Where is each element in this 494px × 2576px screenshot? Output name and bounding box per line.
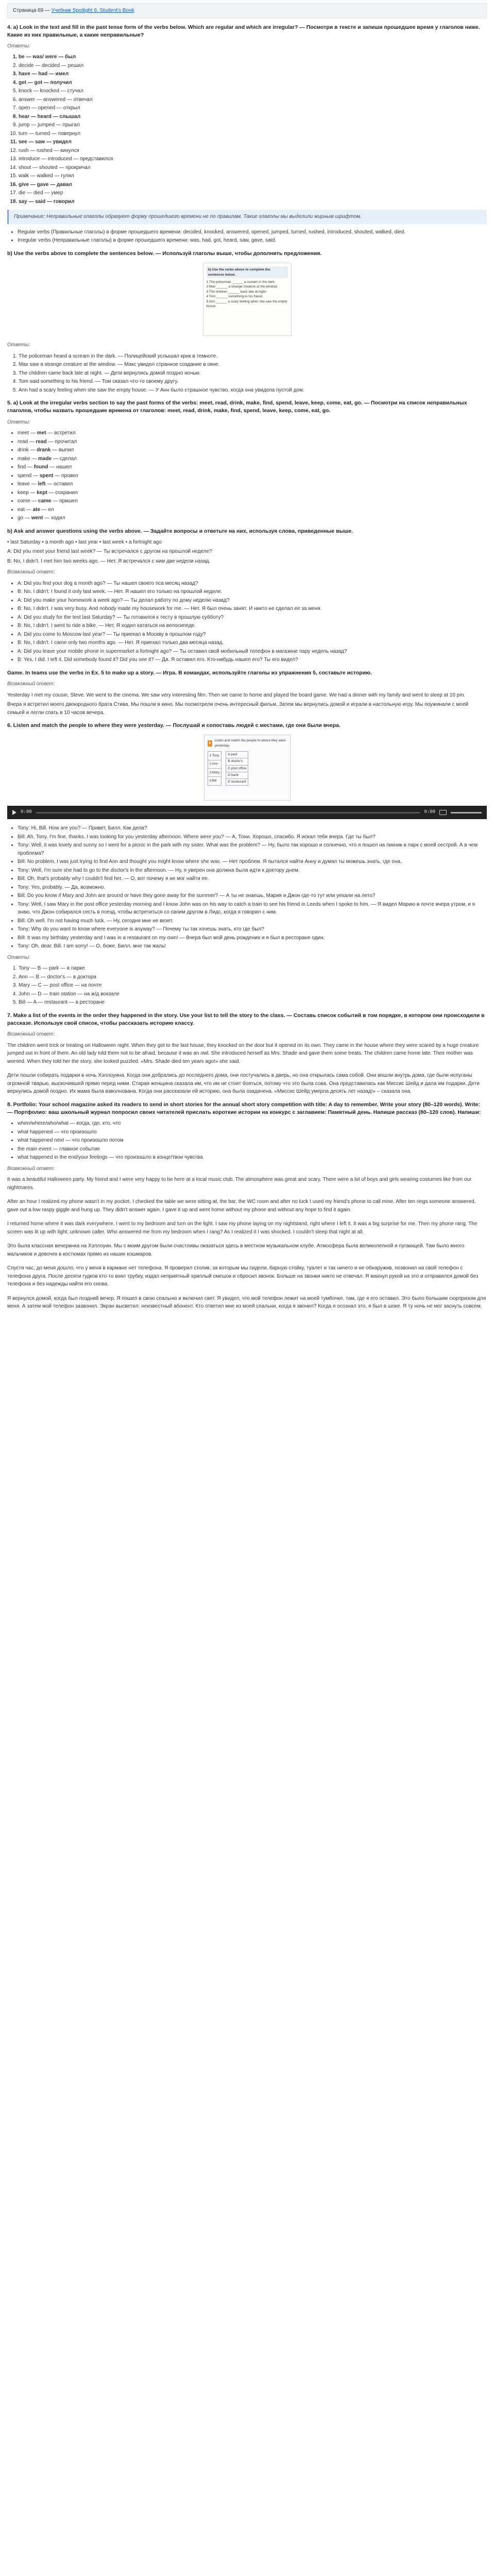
list-item: 1. Tony — B — park — в парке: [19, 964, 487, 973]
list-item: 3. Mary — C — post office — на почте: [19, 981, 487, 990]
list-item: 6. answer — answered — отвечал: [19, 96, 487, 104]
excerpt-line: 3 The children ______ back late at night.: [206, 290, 267, 294]
sentence-list: [19, 352, 487, 395]
verb-base: drink: [18, 447, 29, 453]
story-ru-paragraph: Я вернулся домой, когда был поздний вечер. Я пошел в свою спальню и включил свет. Я увидел, что мой телефон лежит на моей тумбочке, там, где я его оставил. Это было большим сюрпризом для меня. А затем мой телефон зазвонил. Экран высветил: неизвестный абонент. Кто ответил мне из моей спальни, когда я звонил? Когда я осознал это, я был в шоке. Я ту ночь не мог заснуть совсем.: [7, 1295, 486, 1310]
verb-list: [19, 53, 487, 206]
list-item: 4. Tom said something to his friend. — Том сказал что-то своему другу.: [19, 378, 487, 386]
verb-translation: выпил: [59, 447, 74, 453]
list-item: 5. knock — knocked — стучал: [19, 87, 487, 95]
task-6-title: 6. Listen and match the people to where they were yesterday. — Послушай и сопоставь людей с местами, где они были вчера.: [7, 722, 340, 729]
list-item: • spend — spent — провел: [18, 472, 487, 480]
writing-plan-list: [18, 1120, 487, 1162]
verb-past: made: [38, 455, 52, 462]
verb-past: read: [36, 438, 47, 445]
list-item: 4. John — D — train station — на ж/д вокзале: [19, 990, 487, 998]
dialog-list: [18, 580, 487, 664]
list-item: 18. say — said — говорил: [19, 198, 487, 206]
table-cell: 4 Bill: [208, 777, 222, 785]
note-box: Примечание: Неправильные глаголы образуют форму прошедшего времени не по правилам. Такие глаголы мы выделили жирным шрифтом.: [7, 210, 487, 224]
list-item: • B: No, I didn't. I came only two months ago. — Нет. Я приехал только два месяца назад.: [18, 639, 487, 647]
textbook-figure: [7, 735, 487, 801]
story-en-paragraph: After an hour I realized my phone wasn't in my pocket. I checked the table we were sitting at, the bar, the WC room and after no luck I used my friend's phone to call mine. After ten rings someone answered, gave out a low raspy giggle and hung up. They didn't answer again. I gave it up and went home without my phone and without any hope to find it again.: [7, 1199, 476, 1213]
volume-icon[interactable]: [439, 810, 447, 815]
list-item: 2. Ann — B — doctor's — в доктора: [19, 973, 487, 981]
audio-transcript: [18, 824, 487, 951]
match-answers: [19, 964, 487, 1007]
list-item: • go — went — ходил: [18, 514, 487, 522]
list-item: • Bill: It was my birthday yesterday and I was in a restaurant on my own! — Вчера был мой день рождения и я был в ресторане один.: [18, 934, 487, 942]
list-item: 1. The policeman heard a scream in the dark. — Полицейский услышал крик в темноте.: [19, 352, 487, 361]
audio-player: [7, 806, 487, 819]
answers-label: Ответы:: [7, 954, 31, 960]
list-item: 15. walk — walked — гулял: [19, 172, 487, 180]
verb-translation: ел: [48, 506, 54, 513]
task-4a-title: 4. a) Look in the text and fill in the past tense form of the verbs below. Which are regular and which are irregular? — Посмотри в тексте и запиши прошедшее время у глаголов ниже. Какие из них правильные, а какие неправильные?: [7, 24, 480, 38]
list-item: • B: Yes, I did. I left it. Did somebody found it? Did you see it? — Да. Я оставил его. Кто-нибудь нашел его? Ты его видел?: [18, 656, 487, 664]
list-item: 2. decide — decided — решил: [19, 62, 487, 70]
excerpt-line: 4 Tom ______ something to his friend.: [206, 295, 263, 299]
verb-past: found: [33, 464, 48, 470]
list-item: • what happened next — что произошло потом: [18, 1137, 487, 1145]
textbook-excerpt-6: [204, 735, 291, 801]
verb-translation: встретил: [54, 430, 76, 436]
verb-base: keep: [18, 489, 29, 496]
answers-label: Возможный ответ:: [7, 681, 55, 687]
list-item: • make — made — сделал: [18, 455, 487, 463]
list-item: • meet — met — встретил: [18, 429, 487, 437]
list-item: • Tony: Yes, probably. — Да, возможно.: [18, 884, 487, 892]
list-item: • find — found — нашел: [18, 463, 487, 471]
verb-translation: нашел: [56, 464, 72, 470]
task-8-title: 8. Portfolio: Your school magazine asked its readers to send in short stories for the annual short story competition with title: A day to remember. Write your story (80–120 words). Write: — Портфолио: ваш школьный журнал попросил своих читателей прислать короткие истории на конкурс с заглавием: Памятный день. Напиши рассказ (80–120 слов). Напиши:: [7, 1101, 481, 1115]
story-ru-paragraph: Спустя час, до меня дошло, что у меня в кармане нет телефона. Я проверил столик, за которым мы сидели, барную стойку, туалет и так ничего и не обнаружив, позвонил на свой телефон с телефона друга. После десяти гудков кто-то взял трубку, издал неприятный хриплый смешок и сбросил звонок. Больше на звонки никто не отвечал. Я махнул рукой на это и отправился домой без телефона и без надежды найти его снова.: [7, 1265, 479, 1287]
list-item: • when/where/who/what — когда, где, кто, что: [18, 1120, 487, 1128]
verb-past: left: [38, 481, 46, 487]
play-icon[interactable]: [12, 810, 16, 815]
list-item: • Bill: No problem, I was just trying to find Ann and thought you might know where she was. — Нет проблем. Я пытался найти Анну и думал ты можешь знать, где она.: [18, 858, 487, 866]
summary-list: [18, 228, 487, 245]
list-item: • what happened in the end/your feelings — что произошло в конце/твои чувства: [18, 1154, 487, 1162]
exercise-number: 6: [208, 740, 213, 747]
example-b: B: No, I didn't. I met him two weeks ago. — Нет. Я встречался с ним две недели назад.: [7, 558, 211, 564]
breadcrumb: [7, 3, 487, 19]
verb-translation: ходил: [51, 515, 65, 521]
story-en: The children went trick or treating on Halloween night. When they got to the last house, they knocked on the door but it opened on its own. They came in the house where they were scared by a huge creature jumped out in front of them. An old lady told them not to be afraid, because it was an owl. She introduced herself as Mrs. Shade and gave them some treats. The children came home late. Their mother was worried. When they told her the story, she looked puzzled. «Mrs. Shade died ten years ago!» she said.: [7, 1042, 479, 1064]
excerpt-heading: Listen and match the people to where they were yesterday.: [214, 739, 286, 748]
list-item: 11. see — saw — увидел: [19, 138, 487, 146]
list-item: • drink — drank — выпил: [18, 446, 487, 454]
list-item: 5. Ann had a scary feeling when she saw the empty house. — У Анн было страшное чувство, когда она увидела пустой дом.: [19, 386, 487, 395]
list-item: • A: Did you study for the test last Saturday? — Ты готовился к тесту в прошлую субботу?: [18, 614, 487, 622]
list-item: • B: No, I didn't. I was very busy. And nobody made my housework for me. — Нет. Я был очень занят. И никто не сделал ее за меня.: [18, 605, 487, 613]
list-item: 3. have — had — имел: [19, 70, 487, 78]
verb-translation: прочитал: [55, 438, 77, 445]
verb-base: eat: [18, 506, 25, 513]
list-item: • B: No, I didn't. I went to ride a bike. — Нет. Я ходил кататься на велосипеде.: [18, 622, 487, 630]
verb-base: meet: [18, 430, 29, 436]
list-item: • Bill: Oh, that's probably why I couldn't find her. — О, вот почему я не мог найти ее.: [18, 875, 487, 883]
list-item: 12. rush — rushed — кинулся: [19, 147, 487, 155]
answers-label: Возможный ответ:: [7, 1031, 55, 1038]
excerpt-line: 5 Ann ______ a scary feeling when she saw the empty house.: [206, 299, 287, 309]
verb-translation: сохранил: [55, 489, 78, 496]
list-item: • Tony: Oh, dear. Bill. I am sorry! — О, боже, Билл, мне так жаль!: [18, 942, 487, 951]
verb-past: kept: [37, 489, 47, 496]
irregular-verb-list: [18, 429, 487, 522]
time-expressions: • last Saturday • a month ago • last year • last week • a fortnight ago: [7, 539, 162, 545]
verb-past: met: [37, 430, 46, 436]
story-ru-paragraph: Это была классная вечеринка на Хэллоуин. Мы с моим другом были счастливы оказаться здесь в местном музыкальном клубе. Атмосфера была великолепной и пугающей. Там было много мальчиков и девочек в костюмах прямо из наших кошмаров.: [7, 1243, 465, 1257]
table-cell: B doctor's: [226, 758, 248, 765]
story-ru: Вчера я встретил моего двоюродного брата Стива. Мы пошли в кино. Мы посмотрели очень интересный фильм. Затем мы вернулись домой и играли в настольную игру. Мы поужинали с моей семьей и легли спать в 10 часов вечера.: [7, 702, 468, 716]
list-item: 2. Max saw a strange creature at the window. — Макс увидел странное создание в окне.: [19, 361, 487, 369]
answers-label: Возможный ответ:: [7, 1165, 55, 1172]
people-table: [208, 751, 222, 785]
story-en-paragraph: It was a beautiful Halloween party. My friend and I were very happy to be here at a local music club. The atmosphere was great and scary. There were a lot of boys and girls wearing costumes like from our nightmares.: [7, 1177, 472, 1191]
list-item: • read — read — прочитал: [18, 438, 487, 446]
verb-translation: пришел: [59, 498, 78, 504]
verb-base: spend: [18, 472, 32, 479]
verb-past: went: [31, 515, 43, 521]
example-a: A: Did you meet your friend last week? — Ты встречался с другом на прошлой неделе?: [7, 549, 212, 555]
table-cell: E restaurant: [226, 778, 248, 785]
list-item: 10. turn — turned — повернул: [19, 130, 487, 138]
verb-base: find: [18, 464, 26, 470]
breadcrumb-prefix: Страница 69 —: [13, 8, 50, 13]
textbook-link[interactable]: Учебник Spotlight 6. Student's Book: [51, 8, 134, 13]
verb-base: leave: [18, 481, 30, 487]
verb-past: ate: [32, 506, 40, 513]
list-item: 9. jump — jumped — прыгал: [19, 121, 487, 129]
places-table: [226, 751, 248, 785]
list-item: 14. shout — shouted — прокричал: [19, 164, 487, 172]
list-item: • Tony: Why do you want to know where everyone is anyway? — Почему ты так хочешь знать, кто где был?: [18, 925, 487, 934]
current-time: 0:00: [21, 809, 32, 815]
answers-label: Ответы:: [7, 419, 31, 425]
verb-translation: оставил: [54, 481, 73, 487]
list-item: • eat — ate — ел: [18, 506, 487, 514]
table-cell: C post office: [226, 765, 248, 772]
list-item: 1. be — was/ were — был: [19, 53, 487, 61]
table-cell: 2 Ann: [208, 760, 222, 768]
verb-base: come: [18, 498, 30, 504]
textbook-figure: [7, 263, 487, 336]
answers-label: Возможный ответ:: [7, 569, 55, 575]
textbook-excerpt-4b: [203, 263, 292, 336]
verb-base: go: [18, 515, 24, 521]
task-7-title: 7. Make a list of the events in the order they happened in the story. Use your list to tell the story to the class. — Составь список событий в том порядке, в котором они происходили в рассказе. Используя свой список, чтобы рассказать историю классу.: [7, 1012, 485, 1026]
list-item: • A: Did you find your dog a month ago? — Ты нашел своего пса месяц назад?: [18, 580, 487, 588]
list-item: • leave — left — оставил: [18, 480, 487, 488]
list-item: 5. Bill — A — restaurant — в ресторане: [19, 998, 487, 1007]
task-5a-title: 5. a) Look at the irregular verbs section to say the past forms of the verbs: meet, read, drink, make, find, spend, leave, keep, come, eat, go. — Посмотри на список неправильных глаголов, чтобы назвать прошедшие времена от глаголов: meet, read, drink, make, find, spend, leave, keep, come, eat, go.: [7, 400, 467, 414]
list-item: • come — came — пришел: [18, 497, 487, 505]
verb-past: came: [38, 498, 52, 504]
audio-progress-bar[interactable]: [36, 812, 420, 814]
list-item: • keep — kept — сохранил: [18, 489, 487, 497]
list-item: • Regular verbs (Правильные глаголы) в форме прошедшего времени: decided, knocked, answered, opened, jumped, turned, rushed, introduced, shouted, walked, died.: [18, 228, 487, 236]
answers-label: Ответы:: [7, 342, 31, 348]
list-item: • Tony: Well, it was lovely and sunny so I went for a picnic in the park with my sister. What was the problem? — Ну, было так хорошо и солнечно, что я пошел на пикник в парк с моей сестрой. А в чем проблема?: [18, 841, 487, 857]
list-item: • Tony: Well, I saw Mary in the post office yesterday morning and I know John was on his way to catch a train to see his friend in Leeds when I spoke to him. — Я видел Марию в почте вчера утром, и я знаю, что Джон собирался сесть в поезд, чтобы встретиться со своим другом в Лидс, когда я говорил с ним.: [18, 901, 487, 917]
list-item: • Bill: Oh well. I'm not having much luck. — Ну, сегодня мне не везет.: [18, 917, 487, 925]
volume-slider[interactable]: [451, 812, 482, 814]
list-item: • A: Did you leave your mobile phone in supermarket a fortnight ago? — Ты оставил свой мобильный телефон в магазине пару недель назад?: [18, 648, 487, 656]
list-item: • Tony: Hi, Bill. How are you? — Привет, Билл. Как дела?: [18, 824, 487, 833]
list-item: 17. die — died — умер: [19, 189, 487, 197]
list-item: 8. hear — heard — слышал: [19, 113, 487, 121]
task-4b-title: b) Use the verbs above to complete the sentences below. — Используй глаголы выше, чтобы дополнить предложения.: [7, 250, 322, 257]
table-cell: 3 Mary: [208, 769, 222, 777]
excerpt-line: 2 Max ______ a strange creature at the window.: [206, 285, 278, 289]
excerpt-line: 1 The policeman ______ a scream in the dark.: [206, 280, 276, 284]
list-item: 16. give — gave — давал: [19, 181, 487, 189]
task-5b-title: b) Ask and answer questions using the verbs above. — Задайте вопросы и ответьте на них, используя слова, приведенные выше.: [7, 528, 353, 534]
table-cell: D bank: [226, 772, 248, 778]
story-ru: Дети пошли собирать подарки в ночь Хэллоуина. Когда они добрались до последнего дома, они постучались в дверь, но она открылась сама собой. Они вошли внутрь дома, где были испуганы огромной тварью, выскочившей прямо перед ними. Старая женщина сказала им, что им не стоит бояться, потому что это была сова. Она представилась как Миссис Шейд и дала им подарки. Дети вернулись домой поздно. Их мама была взволнована. Когда они рассказали ей историю, она была озадачена. «Миссис Шейд умерла десять лет назад!» – сказала она.: [7, 1073, 480, 1095]
list-item: • Bill: Ah, Tony. I'm fine, thanks. I was looking for you yesterday afternoon. Where were you? — А, Тони. Хорошо, спасибо. Я искал тебя вчера. Где ты был?: [18, 833, 487, 841]
list-item: • what happened — что произошло: [18, 1128, 487, 1137]
list-item: • A: Did you come to Moscow last year? — Ты приехал в Москву в прошлом году?: [18, 631, 487, 639]
table-cell: 1 Tony: [208, 752, 222, 760]
verb-base: read: [18, 438, 28, 445]
table-cell: A park: [226, 752, 248, 758]
excerpt-heading: b) Use the verbs above to complete the sentences below.: [207, 266, 288, 278]
list-item: 13. introduce — introduced — представился: [19, 155, 487, 163]
list-item: • A: Did you make your homework a week ago? — Ты делал работу по дому неделю назад?: [18, 597, 487, 605]
verb-translation: сделал: [59, 455, 77, 462]
task-5c-title: Game. In teams use the verbs in Ex. 5 to make up a story. — Игра. В командах, используйте глаголы из упражнения 5, составьте историю.: [7, 669, 372, 676]
verb-translation: провел: [61, 472, 78, 479]
list-item: • Tony: Well, I'm sure she had to go to the doctor's in the afternoon. — Ну, я уверен она должна была идти к доктору днем.: [18, 867, 487, 875]
total-time: 0:00: [424, 809, 435, 815]
list-item: 7. open — opened — открыл: [19, 104, 487, 112]
story-en-paragraph: I returned home where it was dark everywhere. I went to my bedroom and turn on the light. I saw my phone laying on my nightstand, right where I left it. It was a big surprise for me. Then my phone rang. The screen was lit up with light: unknown caller. Who answered me from my bedroom when I rang? As I realized it I was shocked. I couldn't sleep that night at all.: [7, 1221, 478, 1235]
verb-past: spent: [39, 472, 54, 479]
verb-base: make: [18, 455, 30, 462]
answers-label: Ответы:: [7, 43, 31, 49]
list-item: 4. get — got — получил: [19, 79, 487, 87]
list-item: • the main event — главное событие: [18, 1145, 487, 1154]
story-en: Yesterday I met my cousin, Steve. We went to the cinema. We saw very interesting film. Then we came to home and played the board game. We had a dinner with my family and went to sleep at 10 pm.: [7, 692, 466, 698]
list-item: • Irregular verbs (Неправильные глаголы) в форме прошедшего времени: was, had, got, heard, saw, gave, said.: [18, 236, 487, 245]
list-item: • Bill: Do you know if Mary and John are around or have they gone away for the summer? — А ты не знаешь, Мария и Джон где-то тут или уехали на лето?: [18, 892, 487, 900]
verb-past: drank: [37, 447, 51, 453]
list-item: 3. The children came back late at night. — Дети вернулись домой поздно ночью.: [19, 369, 487, 378]
list-item: • B: No, I didn't. I found it only last week. — Нет. Я нашел его только на прошлой неделе.: [18, 588, 487, 596]
